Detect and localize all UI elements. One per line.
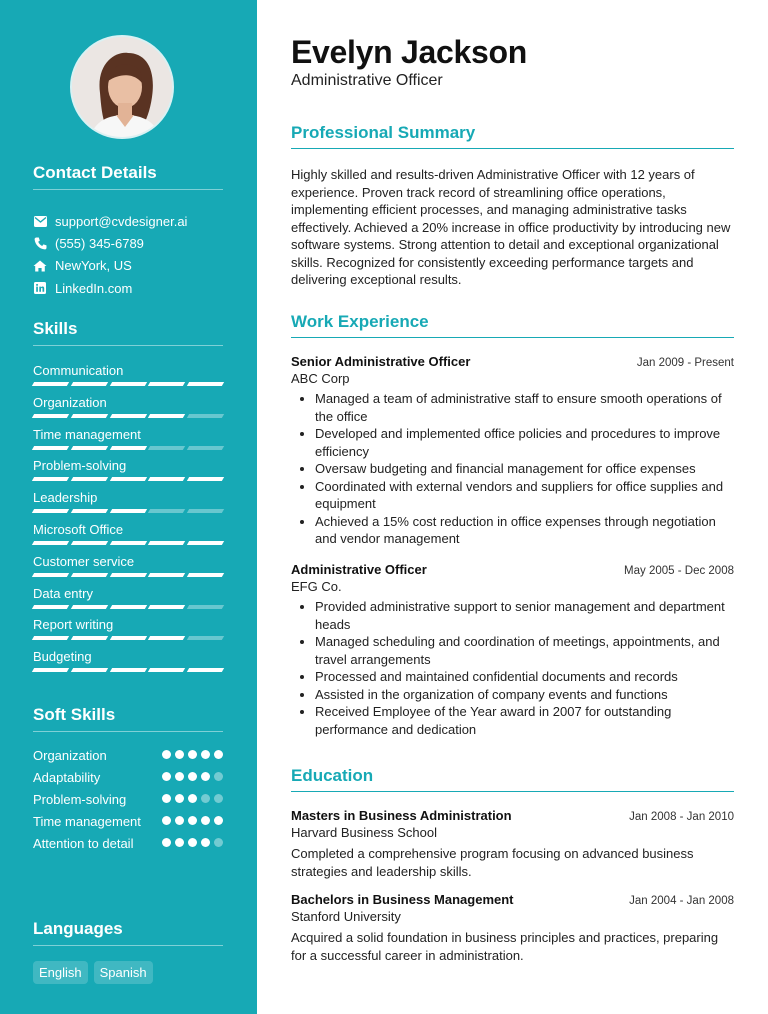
email-icon <box>33 214 47 228</box>
skill-item <box>33 457 223 489</box>
divider <box>33 731 223 732</box>
skill-name: Communication <box>33 363 124 378</box>
skill-level-segment <box>148 446 185 450</box>
rating-dot <box>201 838 210 847</box>
education-description: Completed a comprehensive program focusing on advanced business strategies and leadership skills. <box>291 846 694 879</box>
skill-item <box>33 394 223 426</box>
education-entry <box>291 808 734 880</box>
school-name: Harvard Business School <box>291 825 437 840</box>
skill-level-segment <box>148 636 185 640</box>
list-item: • Managed scheduling and coordination of meetings, appointments, and travel arrangements <box>315 633 734 668</box>
education-description: Acquired a solid foundation in business principles and practices, preparing for a successful career in administration. <box>291 930 719 963</box>
soft-skills-heading: Soft Skills <box>33 705 116 724</box>
home-icon <box>33 259 47 273</box>
soft-skill-name: Problem-solving <box>33 792 127 807</box>
languages-list <box>33 961 153 984</box>
skill-name: Budgeting <box>33 649 92 665</box>
soft-skill-item <box>33 747 223 764</box>
skill-level-segment <box>187 605 224 609</box>
rating-dot <box>201 750 210 759</box>
skill-level-segment <box>71 573 108 577</box>
skill-item <box>33 362 223 394</box>
skill-name: Microsoft Office <box>33 521 124 537</box>
rating-dot <box>188 816 197 825</box>
skill-level-segment <box>71 477 108 481</box>
skill-level-segment <box>32 446 69 450</box>
rating-dot <box>175 772 184 781</box>
skill-level-segment <box>109 414 146 418</box>
rating-dot <box>162 794 171 803</box>
skill-level-segment <box>109 636 146 640</box>
skill-level-segment <box>187 414 224 418</box>
language-pill: Spanish <box>94 961 153 984</box>
skill-level-segment <box>71 541 108 545</box>
phone-icon <box>33 236 47 250</box>
divider <box>291 791 734 792</box>
profile-photo <box>70 35 174 139</box>
rating-dot <box>162 838 171 847</box>
candidate-name: Evelyn Jackson <box>291 34 527 70</box>
soft-skill-rating <box>162 747 223 764</box>
rating-dot <box>214 838 223 847</box>
skill-level-segment <box>71 636 108 640</box>
contact-linkedin[interactable] <box>33 277 233 299</box>
skill-name: Customer service <box>33 553 135 569</box>
skill-level-segment <box>148 541 185 545</box>
soft-skill-rating <box>162 835 223 852</box>
candidate-title: Administrative Officer <box>291 72 443 89</box>
skill-item <box>33 489 223 521</box>
skill-level-segment <box>109 573 146 577</box>
soft-skill-rating <box>162 791 223 808</box>
skill-level-segment <box>109 509 146 513</box>
skill-name: Leadership <box>33 490 98 506</box>
skill-level-bar <box>33 668 223 672</box>
list-item: • Provided administrative support to senior management and department heads <box>315 598 734 633</box>
list-item: • Received Employee of the Year award in 2007 for outstanding performance and dedication <box>315 703 734 738</box>
skill-level-segment <box>32 605 69 609</box>
skill-level-segment <box>32 382 69 386</box>
education-heading: Education <box>291 766 374 785</box>
skill-name: Organization <box>33 394 107 410</box>
skill-level-segment <box>32 414 69 418</box>
skill-level-segment <box>187 668 224 672</box>
skill-level-segment <box>109 668 146 672</box>
contact-phone[interactable] <box>33 232 233 254</box>
skill-level-bar <box>33 446 223 450</box>
divider <box>291 337 734 338</box>
contact-list <box>33 210 233 299</box>
rating-dot <box>188 750 197 759</box>
skill-level-segment <box>187 636 224 640</box>
contact-email-text: support@cvdesigner.ai <box>55 213 188 229</box>
skill-level-segment <box>71 668 108 672</box>
skill-level-segment <box>71 509 108 513</box>
skills-heading: Skills <box>33 319 78 338</box>
skill-level-segment <box>187 382 224 386</box>
skill-name: Report writing <box>33 617 114 633</box>
skill-level-segment <box>109 605 146 609</box>
degree-name: Masters in Business Administration <box>291 808 512 823</box>
skill-level-segment <box>32 636 69 640</box>
skill-level-segment <box>32 509 69 513</box>
skill-level-segment <box>109 477 146 481</box>
soft-skill-item <box>33 813 223 830</box>
soft-skill-rating <box>162 813 223 830</box>
skill-item <box>33 616 223 648</box>
education-date: Jan 2008 - Jan 2010 <box>629 811 734 823</box>
rating-dot <box>201 772 210 781</box>
skill-level-bar <box>33 605 223 609</box>
language-pill: English <box>33 961 88 984</box>
skill-level-segment <box>187 541 224 545</box>
skill-item <box>33 648 223 680</box>
skill-level-segment <box>148 382 185 386</box>
list-item: • Developed and implemented office policies and procedures to improve efficiency <box>315 425 734 460</box>
skill-level-segment <box>32 477 69 481</box>
divider <box>33 945 223 946</box>
degree-name: Bachelors in Business Management <box>291 892 514 907</box>
skill-level-bar <box>33 509 223 513</box>
job-entry <box>291 562 734 738</box>
rating-dot <box>201 816 210 825</box>
skill-level-segment <box>187 446 224 450</box>
skill-level-segment <box>148 477 185 481</box>
skill-level-segment <box>32 668 69 672</box>
list-item: • Managed a team of administrative staff to ensure smooth operations of the office <box>315 390 734 425</box>
rating-dot <box>162 772 171 781</box>
rating-dot <box>162 816 171 825</box>
rating-dot <box>188 772 197 781</box>
soft-skill-name: Attention to detail <box>33 836 134 851</box>
skill-level-bar <box>33 382 223 386</box>
rating-dot <box>162 750 171 759</box>
contact-location <box>33 255 233 277</box>
experience-heading: Work Experience <box>291 312 429 331</box>
education-entry <box>291 892 734 964</box>
skill-item <box>33 521 223 553</box>
job-entry <box>291 354 734 548</box>
divider <box>33 189 223 190</box>
skill-item <box>33 585 223 617</box>
skill-level-segment <box>148 414 185 418</box>
rating-dot <box>188 838 197 847</box>
rating-dot <box>214 816 223 825</box>
person-portrait-icon <box>72 37 174 139</box>
skill-level-segment <box>187 477 224 481</box>
skill-level-segment <box>148 668 185 672</box>
soft-skill-rating <box>162 769 223 786</box>
divider <box>33 345 223 346</box>
skill-level-bar <box>33 573 223 577</box>
linkedin-icon <box>33 281 47 295</box>
skill-item <box>33 553 223 585</box>
summary-text: Highly skilled and results-driven Administrative Officer with 12 years of experience. Proven track record of streamlining office operations, implementing efficient processes, and managing administrative tasks effectively. Achieved a 20% increase in office productivity by introducing new software systems. Strong attention to detail and exceptional organizational skills. Recognized for consistently exceeding performance targets and delivering exceptional results. <box>291 167 731 287</box>
skill-level-segment <box>187 509 224 513</box>
contact-phone-text: (555) 345-6789 <box>55 235 144 251</box>
summary-heading: Professional Summary <box>291 123 476 142</box>
rating-dot <box>175 816 184 825</box>
rating-dot <box>175 794 184 803</box>
education-date: Jan 2004 - Jan 2008 <box>629 895 734 907</box>
skill-level-segment <box>32 573 69 577</box>
skill-level-segment <box>148 605 185 609</box>
skill-level-bar <box>33 541 223 545</box>
skill-level-segment <box>148 573 185 577</box>
soft-skill-item <box>33 769 223 786</box>
job-date: Jan 2009 - Present <box>636 357 734 369</box>
skill-name: Problem-solving <box>33 458 127 474</box>
skill-level-segment <box>71 382 108 386</box>
list-item: • Processed and maintained confidential documents and records <box>315 668 734 686</box>
languages-heading: Languages <box>33 919 123 938</box>
contact-details-heading: Contact Details <box>33 163 157 182</box>
skill-level-segment <box>71 446 108 450</box>
skill-level-bar <box>33 414 223 418</box>
skill-level-segment <box>109 382 146 386</box>
contact-linkedin-text: LinkedIn.com <box>55 280 133 296</box>
soft-skill-item <box>33 791 223 808</box>
skill-level-segment <box>148 509 185 513</box>
list-item: • Oversaw budgeting and financial management for office expenses <box>315 460 734 478</box>
skill-item <box>33 426 223 458</box>
skill-level-segment <box>71 414 108 418</box>
skills-list <box>33 362 223 680</box>
divider <box>291 148 734 149</box>
job-role: Administrative Officer <box>291 562 427 577</box>
soft-skill-name: Time management <box>33 814 141 829</box>
rating-dot <box>214 772 223 781</box>
job-bullets <box>291 598 734 738</box>
skill-level-segment <box>71 605 108 609</box>
skill-level-segment <box>109 541 146 545</box>
contact-location-text: NewYork, US <box>55 258 132 274</box>
skill-level-bar <box>33 477 223 481</box>
job-company: EFG Co. <box>291 579 342 594</box>
list-item: • Achieved a 15% cost reduction in office expenses through negotiation and vendor management <box>315 513 734 548</box>
skill-name: Data entry <box>33 585 93 601</box>
soft-skills-list <box>33 747 223 857</box>
rating-dot <box>201 794 210 803</box>
rating-dot <box>175 750 184 759</box>
skill-level-segment <box>32 541 69 545</box>
rating-dot <box>214 794 223 803</box>
soft-skill-item <box>33 835 223 852</box>
skill-name: Time management <box>33 426 141 442</box>
job-date: May 2005 - Dec 2008 <box>624 565 734 577</box>
list-item: • Assisted in the organization of company events and functions <box>315 686 734 704</box>
job-company: ABC Corp <box>291 371 350 386</box>
rating-dot <box>188 794 197 803</box>
list-item: • Coordinated with external vendors and suppliers for office supplies and equipment <box>315 478 734 513</box>
skill-level-segment <box>187 573 224 577</box>
soft-skill-name: Adaptability <box>33 770 101 785</box>
school-name: Stanford University <box>291 909 401 924</box>
rating-dot <box>175 838 184 847</box>
skill-level-segment <box>109 446 146 450</box>
soft-skill-name: Organization <box>33 748 107 763</box>
skill-level-bar <box>33 636 223 640</box>
sidebar <box>0 0 257 1014</box>
contact-email[interactable] <box>33 210 233 232</box>
rating-dot <box>214 750 223 759</box>
job-bullets <box>291 390 734 548</box>
job-role: Senior Administrative Officer <box>291 354 471 369</box>
